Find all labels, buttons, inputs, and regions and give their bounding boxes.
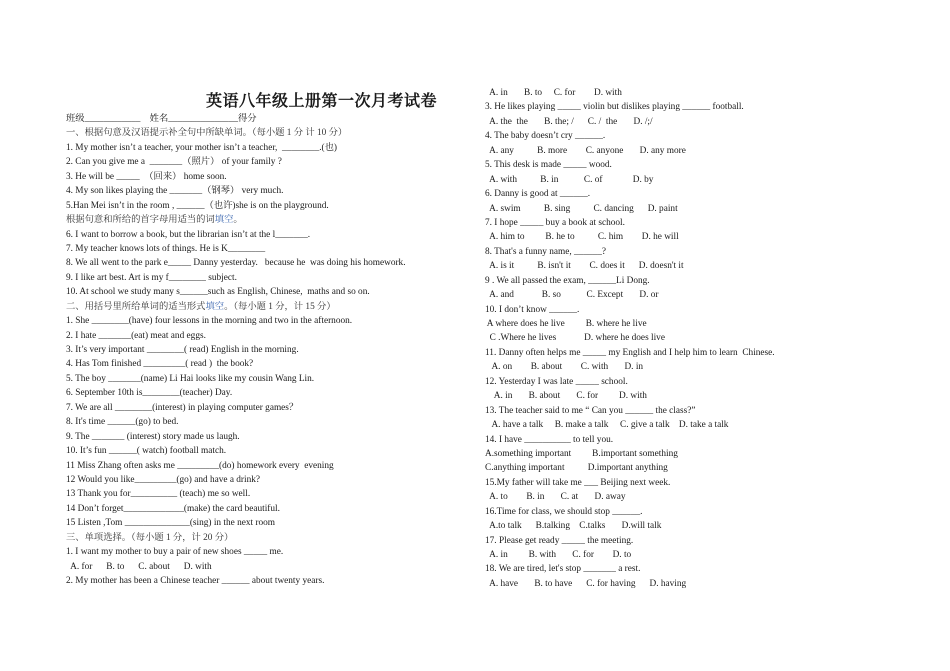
question-line [66,271,486,285]
line-text: 三、单项选择。（每小题 1 分，计 20 分） [66,532,234,543]
line-text: 12 Would you like_________(go) and have a drink? [66,474,261,485]
line-text: C .Where he lives D. where he does live [485,333,665,344]
question-line [66,459,486,473]
question-line [66,314,486,328]
line-text: 4. My son likes playing the _______（钢琴） very much. [66,186,284,197]
question-line [485,519,905,533]
line-text: 1. I want my mother to buy a pair of new shoes _____ me. [66,547,284,558]
line-tail: 。 [233,215,243,226]
question-line [485,375,905,389]
question-line [66,502,486,516]
line-text: A.to talk B.talking C.talks D.will talk [485,521,662,532]
question-line [485,216,905,230]
line-text: 二、用括号里所给单词的适当形式 [66,301,206,312]
line-text: C.anything important D.important anything [485,463,668,474]
question-line [66,112,486,126]
line-text: A. have a talk B. make a talk C. give a talk D. take a talk [485,420,729,431]
question-line [485,303,905,317]
question-line [66,141,486,155]
line-text: 9. I like art best. Art is my f________ subject. [66,272,237,283]
line-text: 12. Yesterday I was late _____ school. [485,376,628,387]
line-text: A. swim B. sing C. dancing D. paint [485,203,678,214]
left-lines [66,112,486,588]
question-line [485,129,905,143]
line-text: 15.My father will take me ___ Beijing next week. [485,477,671,488]
question-line [485,346,905,360]
line-text: 9. The _______ (interest) story made us laugh. [66,431,240,442]
question-line [66,444,486,458]
line-text: 7. We are all ________(interest) in playing computer games？ [66,402,299,413]
line-text: A. have B. to have C. for having D. having [485,578,687,589]
line-text: 13. The teacher said to me “ Can you ______ the class?” [485,405,696,416]
line-text: 7. My teacher knows lots of things. He is K________ [66,243,266,254]
question-line [485,86,905,100]
line-text: 8. We all went to the park e_____ Danny yesterday. because he was doing his homework. [66,258,406,269]
line-text: 1. My mother isn’t a teacher, your mother isn’t a teacher, ________.(也) [66,142,338,153]
question-line [66,256,486,270]
question-line [485,331,905,345]
highlight-text: 填空 [205,301,225,312]
line-text: 11 Miss Zhang often asks me _________(do) homework every evening [66,460,334,471]
question-line [485,404,905,418]
line-tail: 。（每小题 1 分，计 15 分） [224,301,336,312]
question-line [66,473,486,487]
line-text: 15 Listen ,Tom ______________(sing) in the next room [66,518,276,529]
question-line [485,274,905,288]
line-text: 8. That's a funny name, ______? [485,246,607,257]
line-text: 6. I want to borrow a book, but the librarian isn’t at the l_______. [66,229,311,240]
question-line [485,115,905,129]
line-text: A. with B. in C. of D. by [485,174,654,185]
page-title: 英语八年级上册第一次月考试卷 [206,91,438,110]
line-text: A. and B. so C. Except D. or [485,290,659,301]
line-text: A. to B. in C. at D. away [485,492,626,503]
question-line [66,170,486,184]
question-line [485,144,905,158]
line-text: A. is it B. isn't it C. does it D. doesn't it [485,261,684,272]
question-line [485,187,905,201]
line-text: 7. I hope _____ buy a book at school. [485,217,625,228]
question-line [66,228,486,242]
line-text: 14. I have __________ to tell you. [485,434,614,445]
line-text: A. him to B. he to C. him D. he will [485,232,679,243]
question-line [66,401,486,415]
line-text: 6. Danny is good at ______. [485,189,591,200]
line-text: 2. Can you give me a _______（照片） of your family ? [66,157,282,168]
question-line [485,389,905,403]
highlight-text: 填空 [214,215,234,226]
section-heading [66,300,486,314]
question-line [485,534,905,548]
line-text: 17. Please get ready _____ the meeting. [485,535,634,546]
question-line [485,317,905,331]
line-text: 6. September 10th is________(teacher) Day. [66,388,233,399]
question-line [485,418,905,432]
question-line [66,516,486,530]
question-line [485,288,905,302]
line-text: 9 . We all passed the exam, ______Li Dong. [485,275,650,286]
line-text: 18. We are tired, let's stop _______ a rest. [485,564,641,575]
line-text: 10. I don’t know ______. [485,304,580,315]
line-text: 3. He likes playing _____ violin but dislikes playing ______ football. [485,102,744,113]
question-line [66,155,486,169]
line-text: A where does he live B. where he live [485,319,647,329]
question-line [485,100,905,114]
line-text: 5. The boy _______(name) Li Hai looks like my cousin Wang Lin. [66,373,315,384]
question-line [485,577,905,591]
line-text: A. any B. more C. anyone D. any more [485,145,686,156]
right-lines [485,86,905,591]
line-text: A. for B. to C. about D. with [66,561,212,572]
line-text: 一、根据句意及汉语提示补全句中所缺单词。（每小题 1 分 计 10 分） [66,128,348,139]
question-line [66,199,486,213]
question-line [66,545,486,559]
line-text: 2. I hate _______(eat) meat and eggs. [66,330,206,341]
section-heading [66,213,486,227]
line-text: A. the the B. the; / C. / the D. /;/ [485,116,653,127]
question-line [485,562,905,576]
question-line [66,343,486,357]
question-line [66,386,486,400]
question-line [485,173,905,187]
line-text: 1. She ________(have) four lessons in the morning and two in the afternoon. [66,316,353,327]
line-text: A.something important B.important something [485,448,678,459]
line-text: 5.Han Mei isn’t in the room , ______（也许)she is on the playground. [66,200,329,211]
question-line [66,329,486,343]
line-text: 14 Don’t forget_____________(make) the card beautiful. [66,503,280,514]
question-line [66,242,486,256]
question-line [66,574,486,588]
line-text: 3. He will be _____ （回来） home soon. [66,171,227,182]
line-text: A. in B. with C. for D. to [485,550,632,560]
line-text: 8. It's time ______(go) to bed. [66,417,179,428]
line-text: 4. Has Tom finished _________( read ) the book? [66,359,254,370]
question-line [485,490,905,504]
question-line [66,372,486,386]
line-text: A. in B. about C. for D. with [485,391,647,402]
line-text: 4. The baby doesn’t cry ______. [485,131,606,142]
question-line [66,184,486,198]
line-text: 班级____________ 姓名_______________得分 [66,114,257,124]
line-text: 10. It’s fun ______( watch) football match. [66,446,227,457]
line-text: 13 Thank you for__________ (teach) me so well. [66,489,251,500]
line-text: A. in B. to C. for D. with [485,88,622,98]
question-line [485,476,905,490]
line-text: 根据句意和所给的首字母用适当的词 [66,215,215,226]
line-text: 11. Danny often helps me _____ my English and I help him to learn Chinese. [485,347,775,358]
line-text: 5. This desk is made _____ wood. [485,160,612,171]
line-text: 16.Time for class, we should stop ______. [485,506,643,517]
question-line [485,505,905,519]
line-text: 3. It’s very important ________( read) English in the morning. [66,345,299,355]
question-line [485,433,905,447]
question-line [485,548,905,562]
question-line [66,560,486,574]
question-line [485,245,905,259]
question-line [485,259,905,273]
section-heading [66,126,486,140]
line-text: 10. At school we study many s______such as English, Chinese, maths and so on. [66,287,370,298]
question-line [66,487,486,501]
question-line [66,415,486,429]
question-line [485,447,905,461]
section-heading [66,531,486,545]
question-line [485,158,905,172]
question-line [485,202,905,216]
line-text: A. on B. about C. with D. in [485,362,644,373]
question-line [485,230,905,244]
question-line [66,285,486,299]
question-line [485,461,905,475]
line-text: 2. My mother has been a Chinese teacher ______ about twenty years. [66,576,325,586]
question-line [66,357,486,371]
question-line [485,360,905,374]
question-line [66,430,486,444]
